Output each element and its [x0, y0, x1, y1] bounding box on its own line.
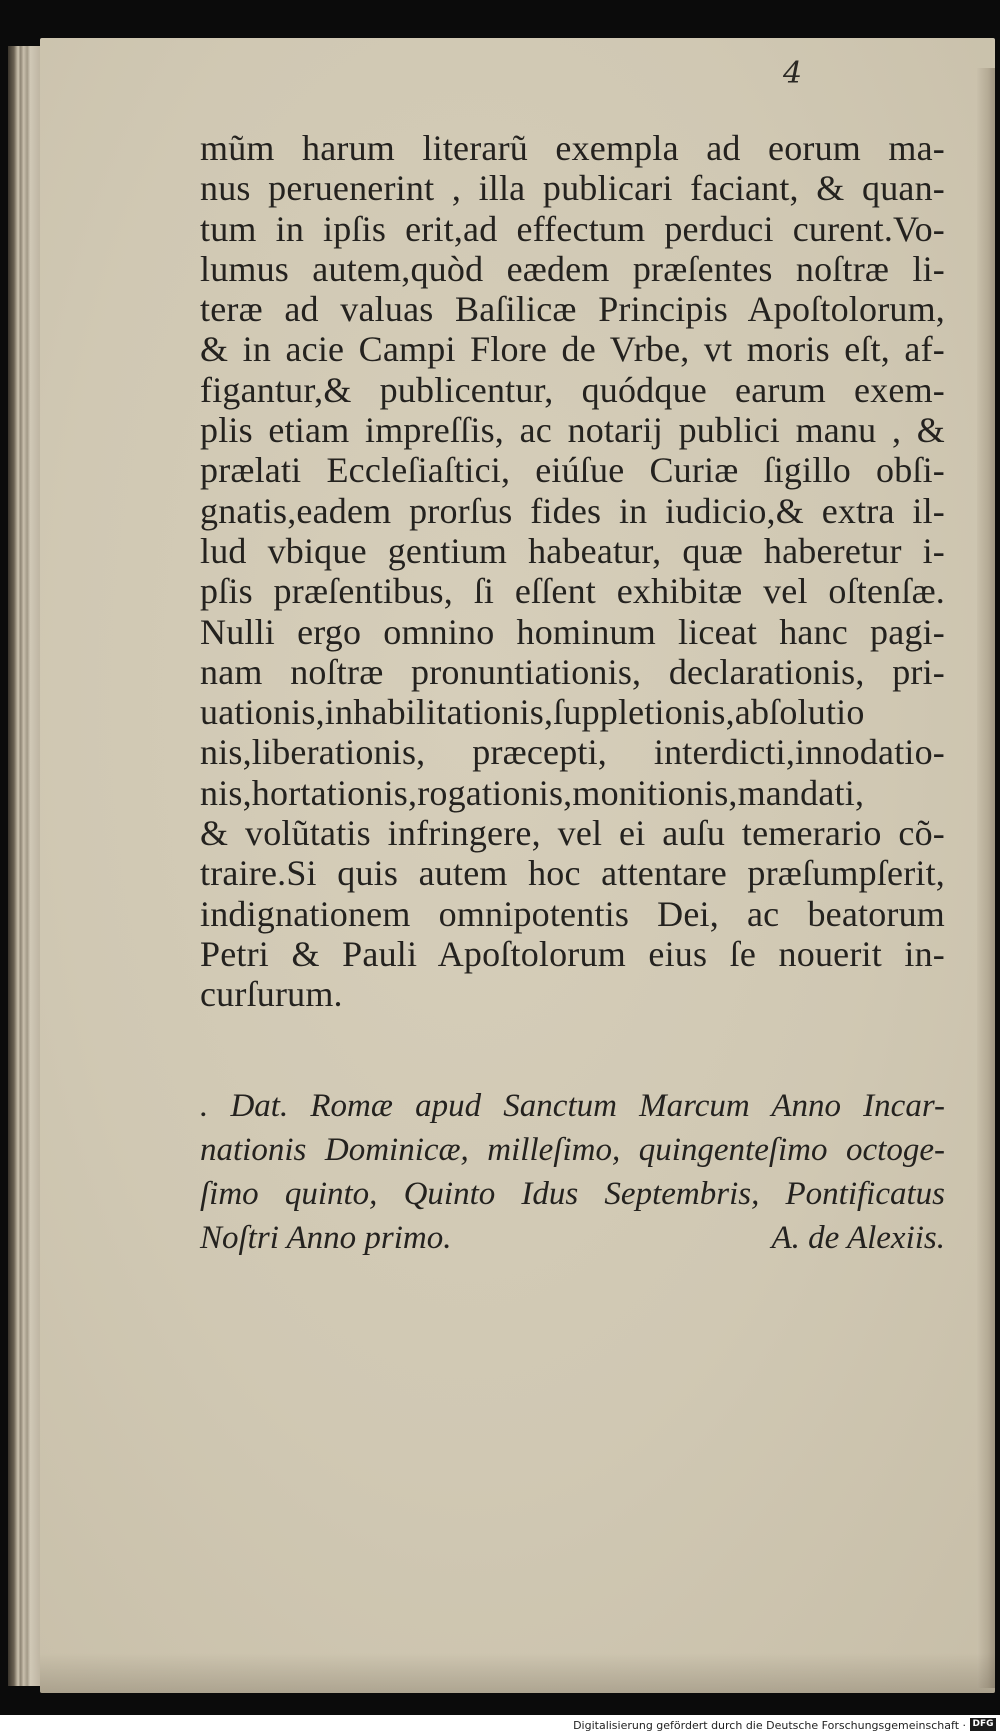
- body-text: [200, 128, 945, 1015]
- dating-clause: [200, 1084, 945, 1260]
- text-line: Nulli ergo omnino hominum liceat hanc pagi-: [200, 611, 945, 652]
- text-line: mũm harum literarũ exempla ad eorum ma-: [200, 128, 945, 168]
- text-line: traire.Si quis autem hoc attentare præſumpſerit,: [200, 853, 945, 894]
- dating-line: nationis Dominicæ, milleſimo, quingenteſimo octoge-: [200, 1132, 945, 1168]
- signature: A. de Alexiis.: [771, 1220, 945, 1256]
- text-line: gnatis,eadem prorſus fides in iudicio,& extra il-: [200, 490, 945, 531]
- text-line: prælati Eccleſiaſtici, eiúſue Curiæ ſigillo obſi-: [200, 450, 945, 491]
- text-line: lud vbique gentium habeatur, quæ haberetur i-: [200, 530, 945, 571]
- text-line: curſurum.: [200, 974, 343, 1015]
- text-line: uationis,inhabilitationis,ſuppletionis,abſolutio: [200, 692, 865, 733]
- dfg-logo-icon: DFG: [970, 1718, 996, 1731]
- text-line: nam noſtræ pronuntiationis, declarationis, pri-: [200, 651, 945, 692]
- text-line: teræ ad valuas Baſilicæ Principis Apoſtolorum,: [200, 289, 945, 330]
- text-line: nis,hortationis,rogationis,monitionis,mandati,: [200, 772, 865, 813]
- footer-bar: [0, 1715, 1000, 1735]
- funding-credit: Digitalisierung gefördert durch die Deutsche Forschungsgemeinschaft ·: [573, 1719, 966, 1732]
- text-line: nus peruenerint , illa publicari faciant, & quan-: [200, 168, 945, 209]
- text-line: pſis præſentibus, ſi eſſent exhibitæ vel oſtenſæ.: [200, 571, 945, 612]
- page-number: 4: [783, 56, 803, 91]
- text-line: Petri & Pauli Apoſtolorum eius ſe nouerit in-: [200, 933, 945, 974]
- text-line: indignationem omnipotentis Dei, ac beatorum: [200, 893, 945, 934]
- text-line: nis,liberationis, præcepti, interdicti,innodatio-: [200, 732, 945, 773]
- text-line: lumus autem,quòd eædem præſentes noſtræ li-: [200, 248, 945, 289]
- dating-line-final: [200, 1216, 945, 1260]
- text-line: plis etiam impreſſis, ac notarij publici manu , &: [200, 410, 945, 451]
- dating-line: ſimo quinto, Quinto Idus Septembris, Pontificatus: [200, 1176, 945, 1212]
- page-fore-edge: [977, 68, 995, 1688]
- dating-line: Noſtri Anno primo.: [200, 1220, 452, 1256]
- text-line: & volũtatis infringere, vel ei auſu temerario cõ-: [200, 813, 945, 854]
- text-line: figantur,& publicentur, quódque earum exem-: [200, 369, 945, 410]
- text-line: & in acie Campi Flore de Vrbe, vt moris eſt, af-: [200, 329, 945, 370]
- text-line: tum in ipſis erit,ad effectum perduci curent.Vo-: [200, 208, 945, 249]
- page-shadow: [40, 1653, 995, 1693]
- dating-line: . Dat. Romæ apud Sanctum Marcum Anno Incar-: [200, 1088, 945, 1124]
